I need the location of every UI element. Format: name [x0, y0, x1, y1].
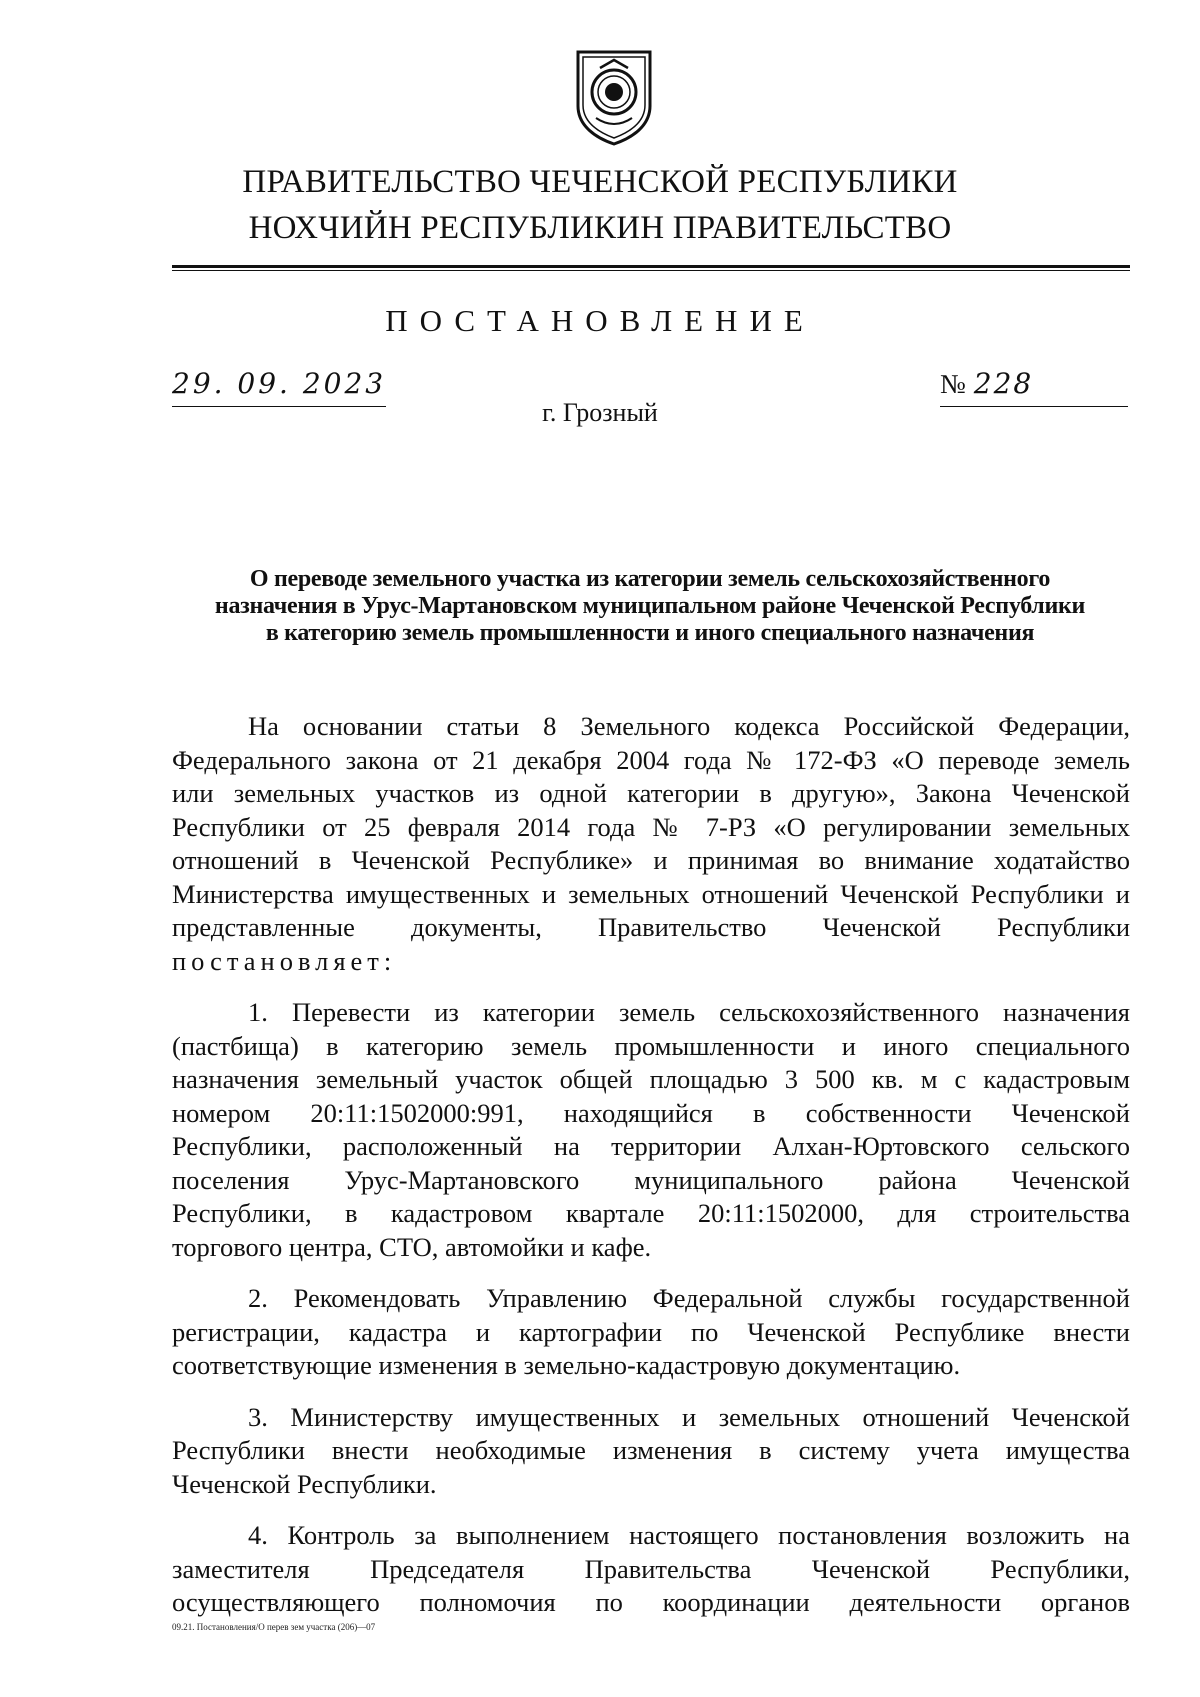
item-4-line: осуществляющего полномочия по координации деятельности органов: [172, 1587, 1130, 1617]
city: г. Грозный: [542, 398, 658, 427]
title-line: О переводе земельного участка из категории земель сельскохозяйственного: [249, 566, 1051, 592]
preamble-line: Министерства имущественных и земельных отношений Чеченской Республики и: [172, 878, 1130, 909]
number-value: 228: [973, 367, 1034, 400]
item-1-line: (пастбища) в категорию земель промышленности и иного специального: [172, 1030, 1130, 1061]
item-1-line: поселения Урус-Мартановского муниципального района Чеченской: [172, 1164, 1130, 1195]
item-1-line: номером 20:11:1502000:991, находящийся в собственности Чеченской: [172, 1097, 1130, 1128]
government-name-russian: ПРАВИТЕЛЬСТВО ЧЕЧЕНСКОЙ РЕСПУБЛИКИ: [242, 164, 958, 200]
item-2-line: 2. Рекомендовать Управлению Федеральной службы государственной: [248, 1283, 1130, 1313]
resolves-word: постановляет:: [172, 945, 397, 976]
coat-of-arms-icon: [572, 46, 656, 146]
preamble-line: или земельных участков из одной категории в другую», Закона Чеченской: [172, 778, 1130, 808]
item-2-line: регистрации, кадастра и картографии по Чеченской Республике внести: [172, 1316, 1130, 1347]
item-1-line: торгового центра, СТО, автомойки и кафе.: [172, 1231, 652, 1262]
item-4-line: 4. Контроль за выполнением настоящего постановления возложить на: [248, 1520, 1130, 1550]
preamble-line: Республики от 25 февраля 2014 года № 7-РЗ «О регулировании земельных: [172, 811, 1130, 842]
preamble-line: На основании статьи 8 Земельного кодекса Российской Федерации,: [248, 711, 1130, 741]
title-line: в категорию земель промышленности и иного специального назначения: [265, 620, 1035, 646]
number-sign: №: [940, 369, 966, 399]
paragraph-gap: [172, 978, 1130, 996]
header-divider-thin: [172, 270, 1130, 271]
item-2-line: соответствующие изменения в земельно-кадастровую документацию.: [172, 1350, 961, 1380]
item-3-line: Чеченской Республики.: [172, 1468, 437, 1499]
item-3-line: 3. Министерству имущественных и земельных отношений Чеченской: [248, 1401, 1130, 1432]
preamble-line: отношений в Чеченской Республике» и принимая во внимание ходатайство: [172, 845, 1130, 875]
item-1-line: Республики, в кадастровом квартале 20:11:1502000, для строительства: [172, 1198, 1130, 1228]
paragraph-gap: [172, 1501, 1130, 1519]
document-body: [172, 710, 1130, 1620]
paragraph-gap: [172, 1383, 1130, 1401]
document-date: 29. 09. 2023: [172, 362, 386, 407]
item-4-line: заместителя Председателя Правительства Чеченской Республики,: [172, 1553, 1130, 1584]
paragraph-gap: [172, 1264, 1130, 1282]
item-1-line: Республики, расположенный на территории Алхан-Юртовского сельского: [172, 1131, 1130, 1161]
item-1-line: назначения земельный участок общей площадью 3 500 кв. м с кадастровым: [172, 1064, 1130, 1094]
preamble-line: Федерального закона от 21 декабря 2004 года № 172-ФЗ «О переводе земель: [172, 744, 1130, 775]
preamble-line: представленные документы, Правительство Чеченской Республики: [172, 912, 1130, 942]
title-line: назначения в Урус-Мартановском муниципальном районе Чеченской Республики: [214, 593, 1086, 619]
footer-file-reference: 09.21. Постановления/О перев зем участка (206)—07: [172, 1622, 376, 1632]
government-name-chechen: НОХЧИЙН РЕСПУБЛИКИН ПРАВИТЕЛЬСТВО: [248, 210, 952, 246]
item-1-line: 1. Перевести из категории земель сельскохозяйственного назначения: [248, 997, 1130, 1027]
document-title: [150, 566, 1150, 647]
document-type: ПОСТАНОВЛЕНИЕ: [385, 303, 815, 338]
item-3-line: Республики внести необходимые изменения в систему учета имущества: [172, 1435, 1130, 1465]
header-divider: [172, 265, 1130, 268]
